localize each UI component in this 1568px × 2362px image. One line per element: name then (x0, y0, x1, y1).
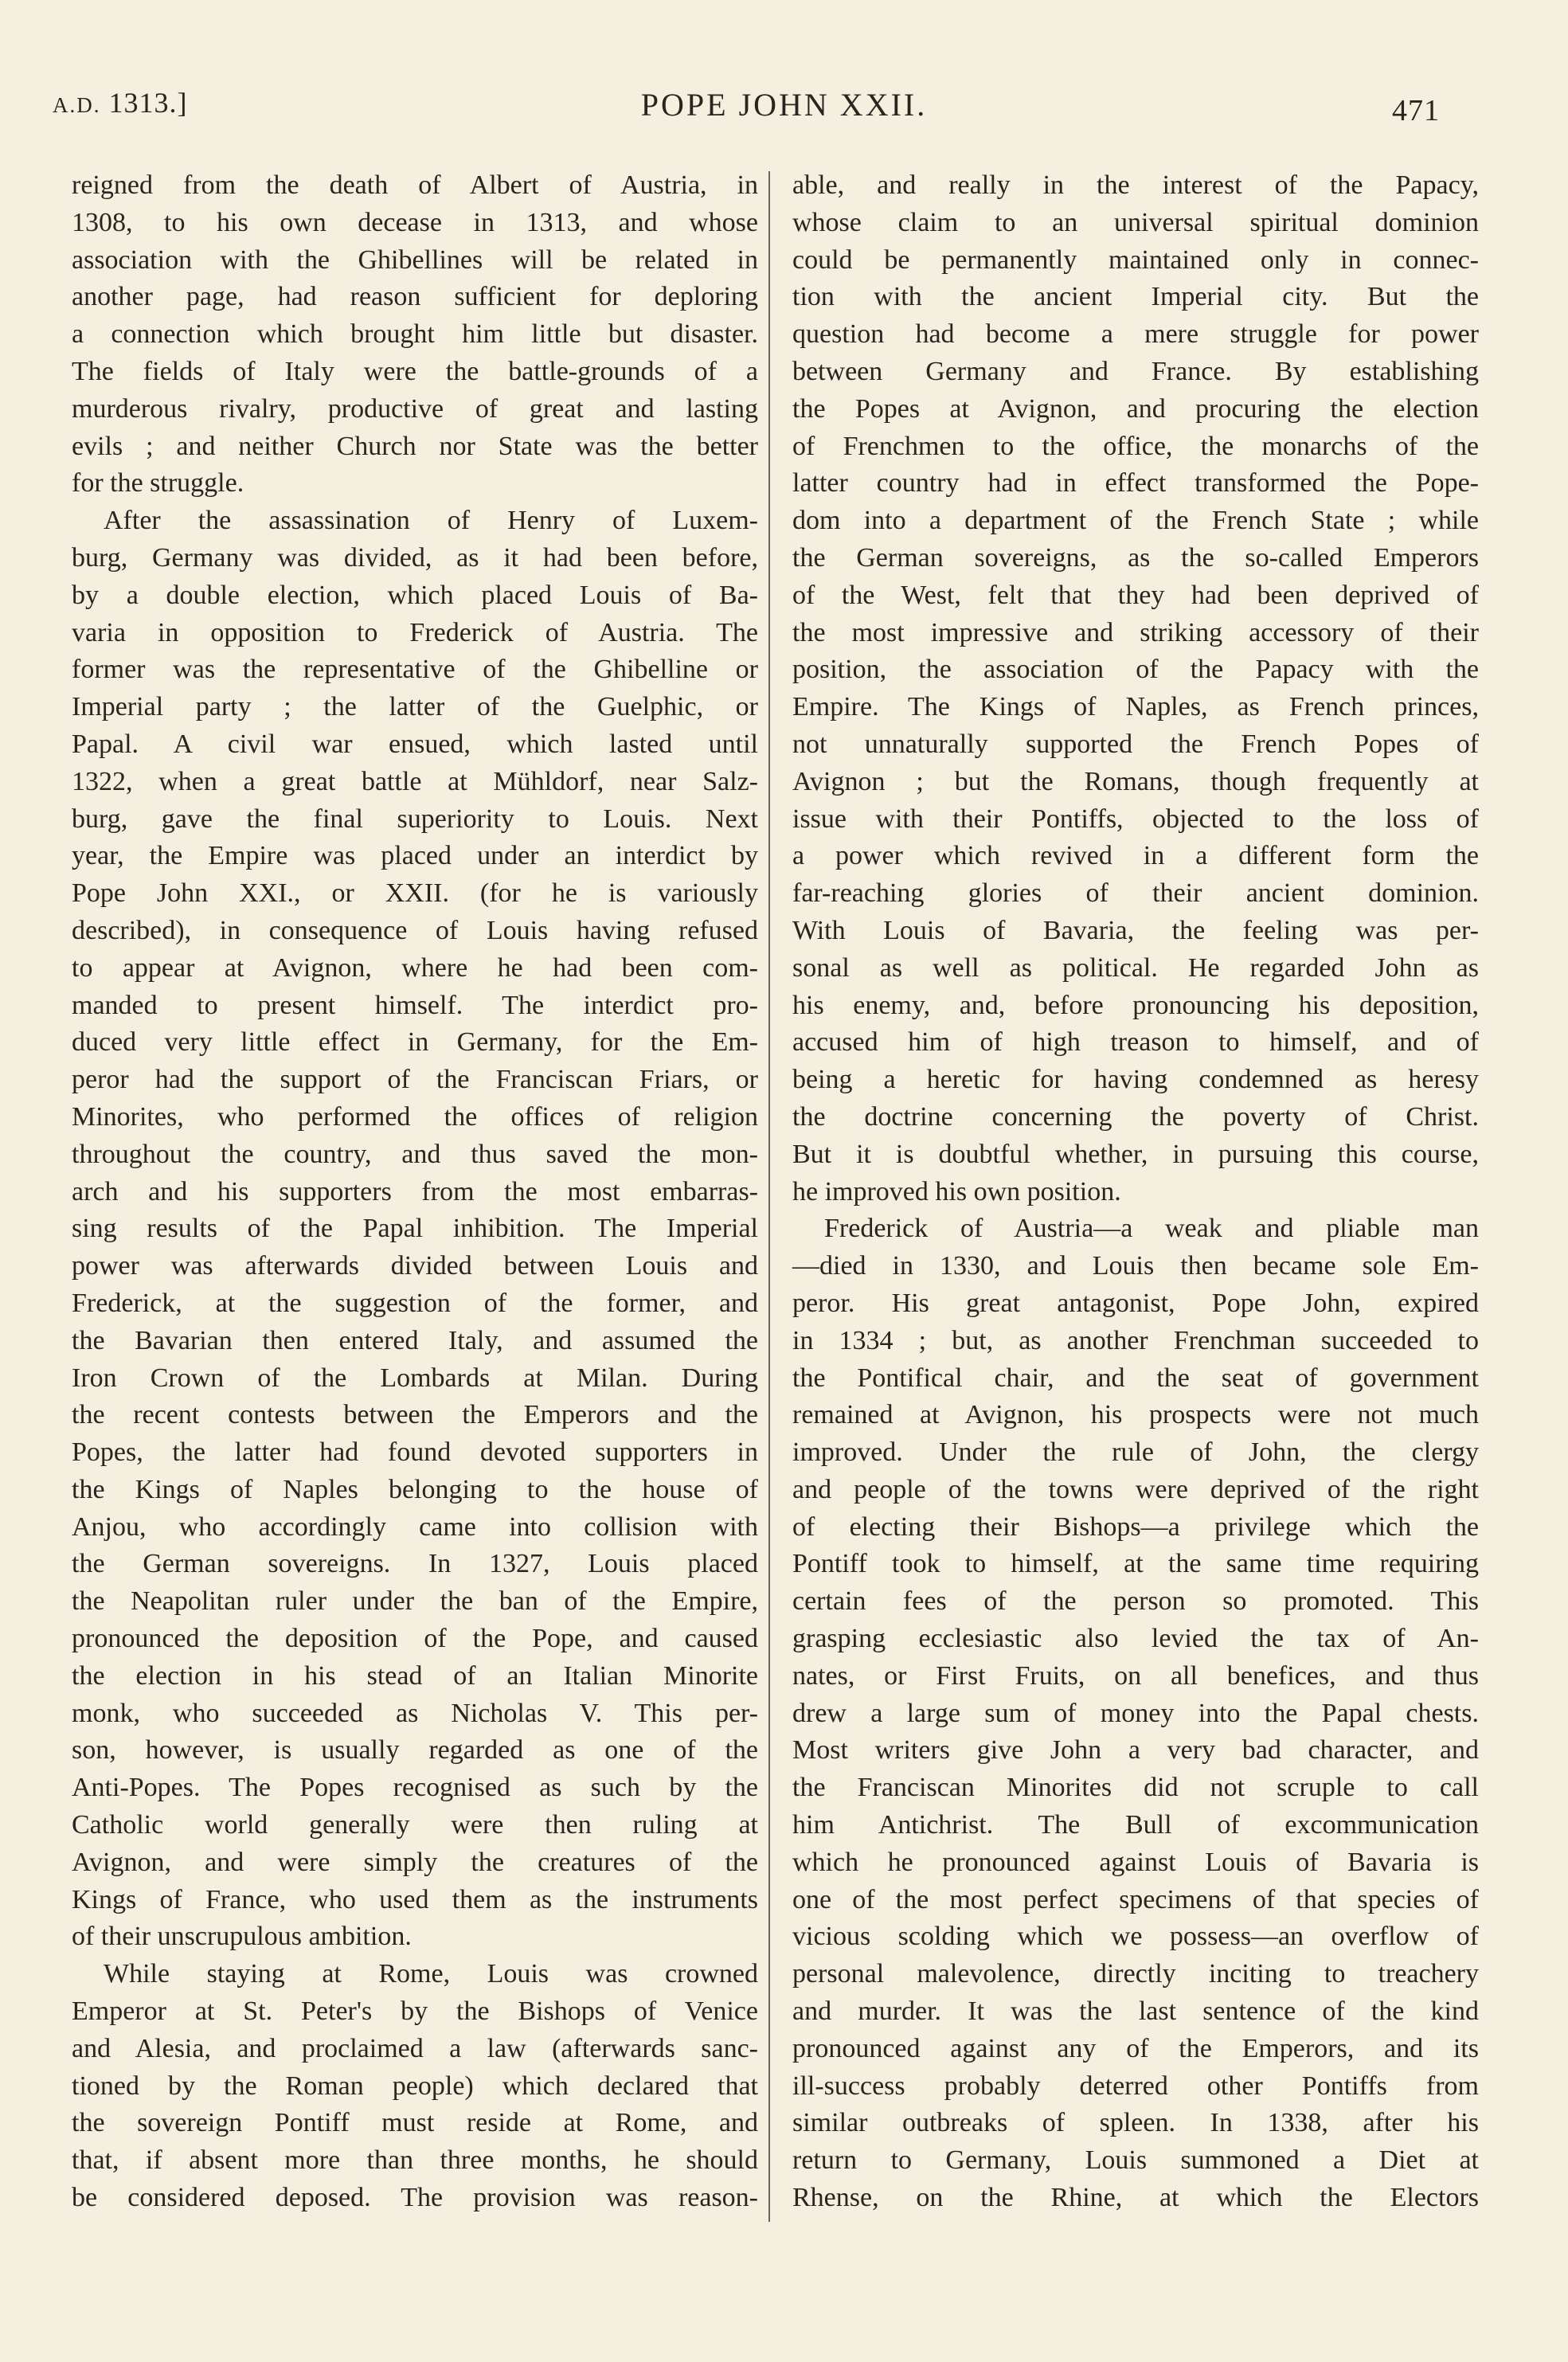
text-line: manded to present himself. The interdict pro- (72, 990, 758, 1020)
page-title: POPE JOHN XXII. (640, 87, 928, 123)
text-line: the Kings of Naples belonging to the house of (72, 1474, 758, 1504)
text-line: varia in opposition to Frederick of Austria. The (72, 617, 758, 647)
text-line: in 1334 ; but, as another Frenchman succeeded to (792, 1325, 1479, 1355)
text-line: a power which revived in a different form the (792, 841, 1479, 871)
text-line: the Franciscan Minorites did not scruple to call (792, 1773, 1479, 1803)
text-line: peror had the support of the Franciscan Friars, or (72, 1065, 758, 1095)
text-line: pronounced the deposition of the Pope, and caused (72, 1624, 758, 1654)
text-line: of the West, felt that they had been deprived of (792, 580, 1479, 610)
text-line: remained at Avignon, his prospects were not much (792, 1400, 1479, 1430)
text-line: association with the Ghibellines will be related in (72, 244, 758, 275)
text-line: his enemy, and, before pronouncing his deposition, (792, 990, 1479, 1020)
text-line: of electing their Bishops—a privilege which the (792, 1511, 1479, 1542)
text-line: peror. His great antagonist, Pope John, expired (792, 1288, 1479, 1318)
text-line: the recent contests between the Emperors and the (72, 1400, 758, 1430)
text-line: throughout the country, and thus saved the mon- (72, 1139, 758, 1169)
header-date-year: 1313.] (108, 87, 188, 119)
text-line: drew a large sum of money into the Papal chests. (792, 1698, 1479, 1728)
text-line: that, if absent more than three months, he should (72, 2145, 758, 2176)
text-line: and Alesia, and proclaimed a law (afterwards sanc- (72, 2033, 758, 2063)
text-line: the most impressive and striking accessory of their (792, 617, 1479, 647)
header-date-prefix: A.D. (53, 93, 101, 117)
text-line: personal malevolence, directly inciting to treachery (792, 1959, 1479, 1989)
text-line: year, the Empire was placed under an interdict by (72, 841, 758, 871)
text-line: 1308, to his own decease in 1313, and whose (72, 207, 758, 237)
text-line: Pope John XXI., or XXII. (for he is variously (72, 878, 758, 909)
text-line: Catholic world generally were then ruling at (72, 1810, 758, 1840)
text-line: latter country had in effect transformed the Pope- (792, 468, 1479, 499)
text-line: Pontiff took to himself, at the same time requiring (792, 1549, 1479, 1579)
text-line: similar outbreaks of spleen. In 1338, after his (792, 2108, 1479, 2138)
text-line: be considered deposed. The provision was reason- (72, 2183, 758, 2213)
text-line: not unnaturally supported the French Popes of (792, 729, 1479, 759)
text-column-right (792, 167, 1479, 2217)
text-line: of their unscrupulous ambition. (72, 1922, 412, 1952)
text-line: being a heretic for having condemned as heresy (792, 1065, 1479, 1095)
text-line: Frederick, at the suggestion of the former, and (72, 1288, 758, 1318)
text-line: reigned from the death of Albert of Austria, in (72, 170, 758, 200)
text-line: and murder. It was the last sentence of the kind (792, 1996, 1479, 2027)
text-line: son, however, is usually regarded as one of the (72, 1735, 758, 1766)
text-line: able, and really in the interest of the Papacy, (792, 170, 1479, 200)
text-line: power was afterwards divided between Louis and (72, 1251, 758, 1281)
text-line: —died in 1330, and Louis then became sole Em- (792, 1251, 1479, 1281)
text-line: vicious scolding which we possess—an overflow of (792, 1922, 1479, 1952)
text-line: The fields of Italy were the battle-grounds of a (72, 356, 758, 386)
text-line: position, the association of the Papacy with the (792, 655, 1479, 685)
text-line: Minorites, who performed the offices of religion (72, 1101, 758, 1132)
text-line: tion with the ancient Imperial city. But the (792, 282, 1479, 312)
text-line: question had become a mere struggle for power (792, 319, 1479, 350)
text-line: Avignon, and were simply the creatures of the (72, 1847, 758, 1877)
text-line: sonal as well as political. He regarded John as (792, 952, 1479, 983)
text-line: After the assassination of Henry of Luxem- (104, 506, 758, 536)
text-line: he improved his own position. (792, 1176, 1121, 1206)
text-line: the Popes at Avignon, and procuring the election (792, 393, 1479, 424)
text-line: ill-success probably deterred other Pontiffs from (792, 2071, 1479, 2101)
running-header (0, 0, 1568, 159)
text-line: issue with their Pontiffs, objected to the loss of (792, 804, 1479, 834)
text-line: by a double election, which placed Louis of Ba- (72, 580, 758, 610)
text-line: burg, gave the final superiority to Louis. Next (72, 804, 758, 834)
text-line: the Bavarian then entered Italy, and assumed the (72, 1325, 758, 1355)
text-line: evils ; and neither Church nor State was the better (72, 431, 758, 461)
text-line: another page, had reason sufficient for deploring (72, 282, 758, 312)
text-line: Anjou, who accordingly came into collision with (72, 1511, 758, 1542)
text-line: accused him of high treason to himself, and of (792, 1027, 1479, 1058)
text-line: of Frenchmen to the office, the monarchs of the (792, 431, 1479, 461)
text-line: pronounced against any of the Emperors, and its (792, 2033, 1479, 2063)
text-line: Kings of France, who used them as the instruments (72, 1884, 758, 1914)
text-line: far-reaching glories of their ancient dominion. (792, 878, 1479, 909)
text-line: improved. Under the rule of John, the clergy (792, 1437, 1479, 1468)
text-line: While staying at Rome, Louis was crowned (104, 1959, 758, 1989)
text-line: whose claim to an universal spiritual dominion (792, 207, 1479, 237)
text-line: Avignon ; but the Romans, though frequently at (792, 766, 1479, 796)
text-line: to appear at Avignon, where he had been com- (72, 952, 758, 983)
text-line: the Neapolitan ruler under the ban of the Empire, (72, 1586, 758, 1617)
text-line: Rhense, on the Rhine, at which the Electors (792, 2183, 1479, 2213)
text-line: described), in consequence of Louis having refused (72, 915, 758, 945)
text-line: Frederick of Austria—a weak and pliable man (824, 1214, 1479, 1244)
text-line: return to Germany, Louis summoned a Diet at (792, 2145, 1479, 2176)
text-line: Popes, the latter had found devoted supporters in (72, 1437, 758, 1468)
text-line: Imperial party ; the latter of the Guelphic, or (72, 692, 758, 722)
text-line: Anti-Popes. The Popes recognised as such by the (72, 1773, 758, 1803)
text-column-left (72, 167, 758, 2217)
text-line: between Germany and France. By establishing (792, 356, 1479, 386)
text-line: tioned by the Roman people) which declared that (72, 2071, 758, 2101)
text-line: one of the most perfect specimens of that species of (792, 1884, 1479, 1914)
text-line: Iron Crown of the Lombards at Milan. During (72, 1363, 758, 1393)
column-divider (768, 171, 770, 2222)
text-line: him Antichrist. The Bull of excommunication (792, 1810, 1479, 1840)
text-line: duced very little effect in Germany, for the Em- (72, 1027, 758, 1058)
text-line: nates, or First Fruits, on all benefices, and thus (792, 1660, 1479, 1691)
text-line: Most writers give John a very bad character, and (792, 1735, 1479, 1766)
text-line: which he pronounced against Louis of Bavaria is (792, 1847, 1479, 1877)
text-line: for the struggle. (72, 468, 244, 499)
text-line: the sovereign Pontiff must reside at Rome, and (72, 2108, 758, 2138)
text-line: a connection which brought him little but disaster. (72, 319, 758, 350)
text-line: the doctrine concerning the poverty of Christ. (792, 1101, 1479, 1132)
text-line: Emperor at St. Peter's by the Bishops of Venice (72, 1996, 758, 2027)
text-line: grasping ecclesiastic also levied the tax of An- (792, 1624, 1479, 1654)
text-line: monk, who succeeded as Nicholas V. This per- (72, 1698, 758, 1728)
text-line: the German sovereigns. In 1327, Louis placed (72, 1549, 758, 1579)
text-line: the German sovereigns, as the so-called Emperors (792, 542, 1479, 573)
text-line: the election in his stead of an Italian Minorite (72, 1660, 758, 1691)
text-line: dom into a department of the French State ; while (792, 506, 1479, 536)
text-line: Papal. A civil war ensued, which lasted until (72, 729, 758, 759)
text-line: murderous rivalry, productive of great and lasting (72, 393, 758, 424)
text-line: 1322, when a great battle at Mühldorf, near Salz- (72, 766, 758, 796)
text-line: With Louis of Bavaria, the feeling was per- (792, 915, 1479, 945)
text-line: But it is doubtful whether, in pursuing this course, (792, 1139, 1479, 1169)
page-number: 471 (1392, 94, 1440, 127)
text-line: arch and his supporters from the most embarras- (72, 1176, 758, 1206)
text-line: could be permanently maintained only in connec- (792, 244, 1479, 275)
text-line: burg, Germany was divided, as it had been before, (72, 542, 758, 573)
text-line: certain fees of the person so promoted. This (792, 1586, 1479, 1617)
text-line: sing results of the Papal inhibition. The Imperial (72, 1214, 758, 1244)
text-line: the Pontifical chair, and the seat of government (792, 1363, 1479, 1393)
text-line: and people of the towns were deprived of the right (792, 1474, 1479, 1504)
text-line: former was the representative of the Ghibelline or (72, 655, 758, 685)
text-line: Empire. The Kings of Naples, as French princes, (792, 692, 1479, 722)
